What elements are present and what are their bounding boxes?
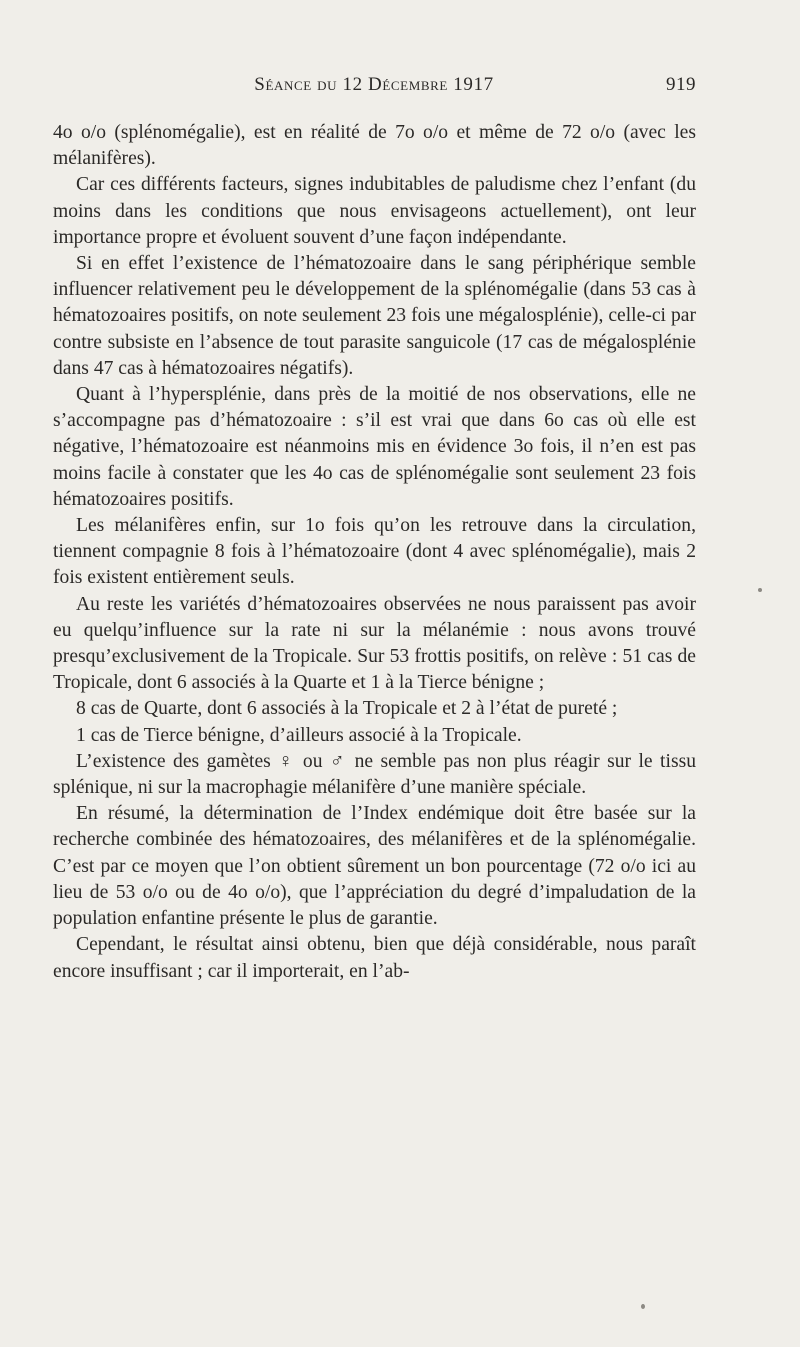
paragraph-gametes: L’existence des gamètes ♀ ou ♂ ne semble pas non plus réagir sur le tissu splénique, ni sur la macrophagie mélanifère d’une manière spéciale.	[53, 750, 696, 799]
body-text	[53, 120, 696, 985]
paragraph-hematozoaire: Si en effet l’existence de l’hématozoaire dans le sang périphérique semble influencer relativement peu le développement de la splénomégalie (dans 53 cas à hématozoaires positifs, on note seulement 23 fois une mégalosplénie), celle-ci par contre subsiste en l’absence de tout parasite sanguicole (17 cas de mégalosplénie dans 47 cas à hématozoaires négatifs).	[53, 253, 696, 379]
paper-speck	[758, 588, 762, 592]
paragraph-resume: En résumé, la détermination de l’Index endémique doit être basée sur la recherche combinée des hématozoaires, des mélanifères et de la splénomégalie. C’est par ce moyen que l’on obtient sûrement un bon pourcentage (72 o/o ici au lieu de 53 o/o ou de 4o o/o), que l’appréciation du degré d’impaludation de la population enfantine présente le plus de garantie.	[53, 803, 696, 930]
paragraph-melaniferes: Les mélanifères enfin, sur 1o fois qu’on les retrouve dans la circulation, tiennent compagnie 8 fois à l’hématozoaire (dont 4 avec splénomégalie), mais 2 fois existent entièrement seuls.	[53, 515, 696, 589]
paragraph-tierce: 1 cas de Tierce bénigne, d’ailleurs associé à la Tropicale.	[76, 724, 522, 746]
paragraph-quarte: 8 cas de Quarte, dont 6 associés à la Tropicale et 2 à l’état de pureté ;	[76, 698, 618, 720]
paragraph-varietes: Au reste les variétés d’hématozoaires observées ne nous paraissent pas avoir eu quelqu’influence sur la rate ni sur la mélanémie : nous avons trouvé presqu’exclusivement de la Tropicale. Sur 53 frottis positifs, on relève : 51 cas de Tropicale, dont 6 associés à la Quarte et 1 à la Tierce bénigne ;	[53, 593, 696, 694]
page-number: 919	[666, 74, 696, 95]
paragraph-cependant: Cependant, le résultat ainsi obtenu, bien que déjà considérable, nous paraît encore insuffisant ; car il importerait, en l’ab-	[53, 934, 696, 982]
running-head: Séance du 12 Décembre 1917	[254, 74, 494, 95]
paragraph-continuation: 4o o/o (splénomégalie), est en réalité de 7o o/o et même de 72 o/o (avec les mélanifères).	[53, 122, 696, 170]
paragraph-factors: Car ces différents facteurs, signes indubitables de paludisme chez l’enfant (du moins dans les conditions que nous envisageons actuellement), ont leur importance propre et évoluent souvent d’une façon indépendante.	[53, 174, 696, 248]
page-header	[52, 74, 696, 100]
paragraph-hypersplenie: Quant à l’hypersplénie, dans près de la moitié de nos observations, elle ne s’accompagne pas d’hématozoaire : s’il est vrai que dans 6o cas où elle est négative, l’hématozoaire est néanmoins mis en évidence 3o fois, il n’en est pas moins facile à constater que les 4o cas de splénomégalie sont seulement 23 fois hématozoaires positifs.	[53, 384, 696, 510]
paper-speck	[641, 1304, 645, 1309]
